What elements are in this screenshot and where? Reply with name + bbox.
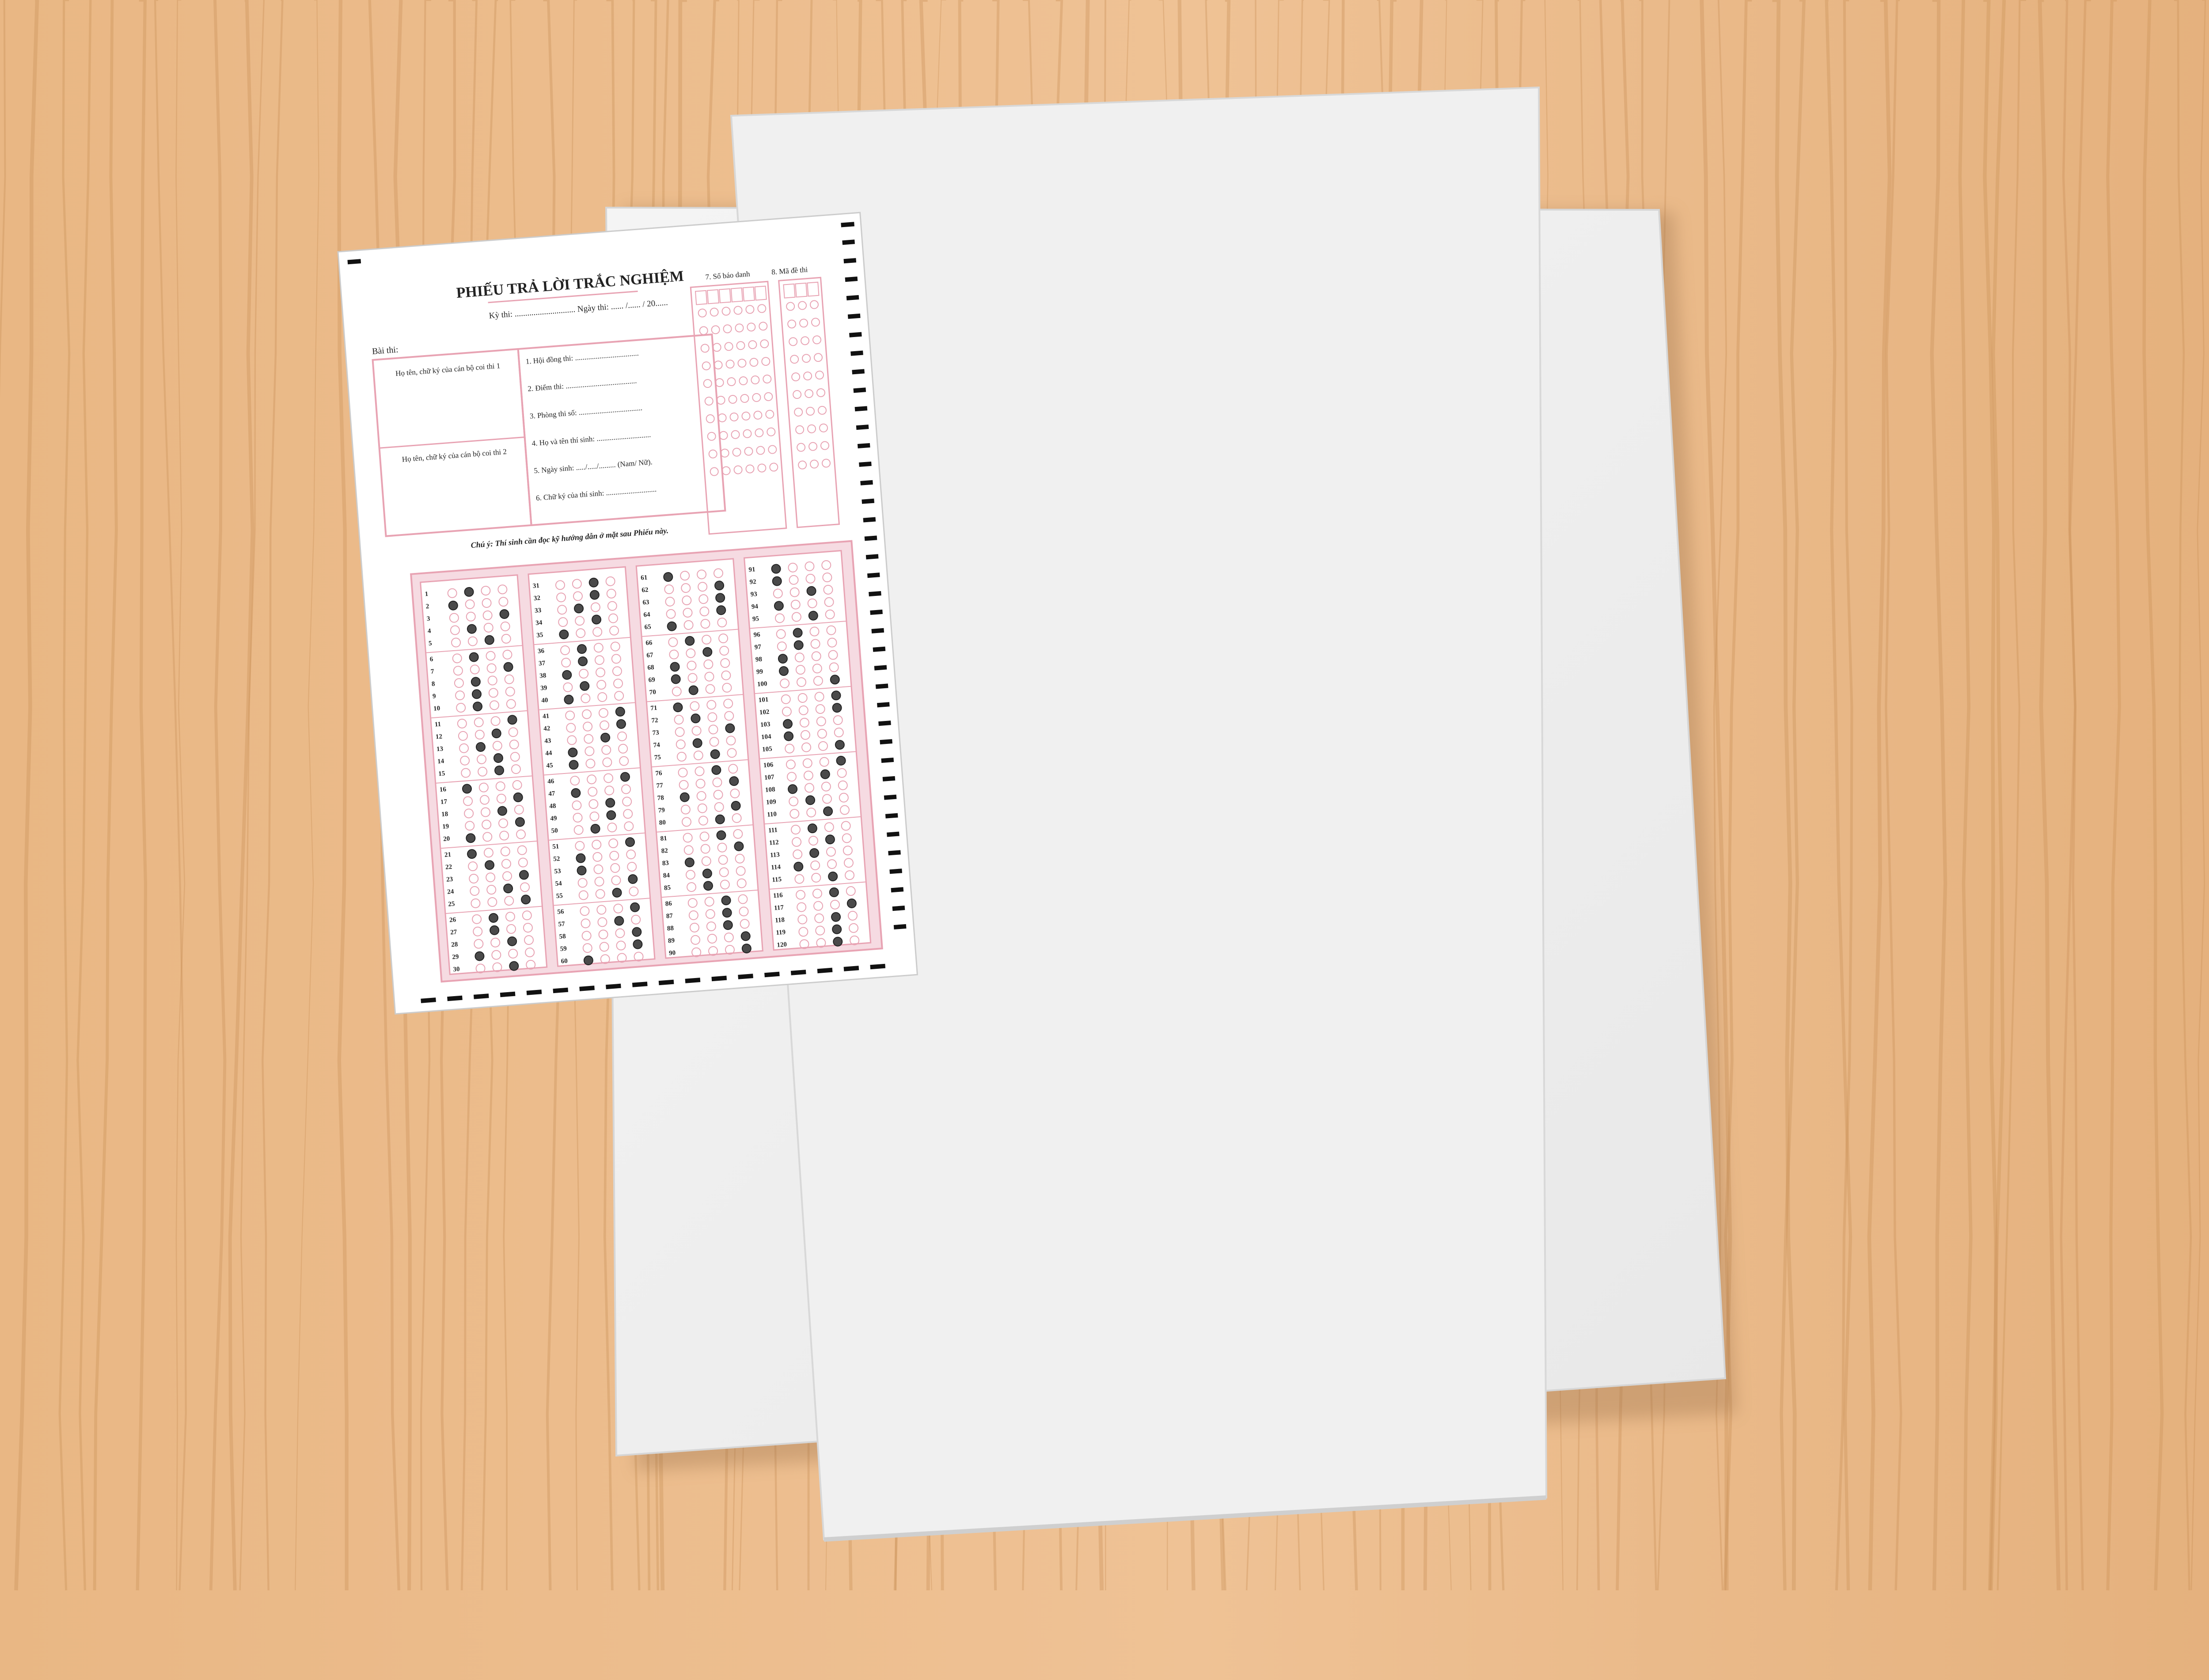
question-number: 87 bbox=[666, 912, 673, 920]
question-number: 119 bbox=[775, 929, 786, 937]
question-number: 83 bbox=[662, 859, 669, 867]
info-field: 3. Phòng thi số: .................................. bbox=[529, 403, 643, 421]
question-number: 46 bbox=[547, 777, 554, 785]
question-number: 76 bbox=[655, 770, 663, 777]
question-number: 7 bbox=[430, 668, 434, 675]
question-number: 40 bbox=[541, 697, 549, 705]
question-number: 95 bbox=[752, 615, 759, 623]
question-number: 118 bbox=[774, 916, 785, 925]
question-number: 35 bbox=[536, 631, 543, 639]
exam-code-label: 8. Mã đề thi bbox=[771, 265, 808, 277]
question-number: 71 bbox=[650, 704, 658, 712]
question-number: 110 bbox=[767, 811, 777, 819]
proctor2-label: Họ tên, chữ ký của cán bộ coi thi 2 bbox=[402, 447, 507, 464]
question-number: 104 bbox=[761, 733, 772, 741]
question-number: 109 bbox=[766, 798, 777, 806]
question-number: 75 bbox=[654, 754, 661, 762]
question-number: 48 bbox=[549, 802, 557, 810]
question-number: 69 bbox=[648, 676, 656, 684]
question-number: 73 bbox=[652, 729, 660, 737]
info-field: 5. Ngày sinh: ...../...../......... (Nam/ Nữ). bbox=[533, 458, 653, 475]
question-number: 91 bbox=[748, 566, 756, 574]
question-number: 63 bbox=[642, 599, 650, 607]
sheet-note: Chú ý: Thí sinh cần đọc kỹ hướng dẫn ở mặt sau Phiếu này. bbox=[470, 526, 669, 550]
question-number: 23 bbox=[446, 876, 453, 884]
question-number: 65 bbox=[644, 623, 652, 631]
question-number: 53 bbox=[554, 868, 562, 876]
info-field: 2. Điểm thi: ...................................... bbox=[527, 376, 637, 393]
question-number: 56 bbox=[557, 908, 565, 916]
question-number: 98 bbox=[755, 656, 763, 664]
question-number: 79 bbox=[658, 807, 665, 815]
info-field: 6. Chữ ký của thí sinh: ........................... bbox=[535, 485, 657, 502]
question-number: 45 bbox=[546, 762, 554, 770]
question-number: 39 bbox=[540, 684, 547, 692]
question-number: 58 bbox=[559, 933, 566, 940]
question-number: 24 bbox=[447, 888, 454, 896]
question-number: 37 bbox=[538, 660, 546, 667]
question-number: 44 bbox=[545, 749, 553, 757]
question-number: 82 bbox=[661, 847, 668, 855]
sheet-title: PHIẾU TRẢ LỜI TRẮC NGHIỆM bbox=[455, 268, 685, 302]
question-number: 85 bbox=[664, 884, 671, 892]
question-number: 28 bbox=[451, 941, 458, 949]
info-fields bbox=[525, 348, 658, 521]
question-number: 4 bbox=[427, 627, 432, 635]
question-number: 13 bbox=[436, 745, 444, 753]
proctor1-label: Họ tên, chữ ký của cán bộ coi thi 1 bbox=[395, 361, 501, 378]
question-number: 5 bbox=[428, 640, 433, 648]
question-number: 59 bbox=[560, 945, 567, 953]
question-number: 67 bbox=[646, 652, 654, 660]
question-number: 54 bbox=[555, 880, 562, 888]
question-number: 57 bbox=[558, 920, 566, 928]
question-number: 113 bbox=[770, 851, 780, 859]
question-number: 19 bbox=[442, 823, 449, 831]
question-number: 108 bbox=[765, 786, 776, 794]
question-number: 33 bbox=[534, 607, 542, 614]
question-number: 70 bbox=[649, 688, 657, 696]
question-number: 6 bbox=[429, 656, 433, 663]
question-number: 81 bbox=[660, 834, 668, 843]
question-number: 17 bbox=[440, 798, 448, 806]
question-number: 50 bbox=[551, 827, 558, 835]
question-number: 86 bbox=[665, 900, 672, 908]
question-number: 47 bbox=[548, 790, 555, 798]
question-number: 21 bbox=[444, 851, 452, 859]
question-number: 18 bbox=[441, 810, 448, 819]
question-number: 115 bbox=[771, 876, 782, 884]
question-number: 26 bbox=[449, 916, 456, 924]
question-number: 84 bbox=[663, 872, 670, 880]
question-number: 93 bbox=[750, 591, 758, 599]
question-number: 103 bbox=[760, 721, 771, 729]
exam-line: Kỳ thi: ............................. Ngày thi: ...... /...... / 20...... bbox=[489, 298, 668, 321]
question-number: 25 bbox=[448, 900, 455, 908]
question-number: 72 bbox=[651, 717, 659, 724]
question-number: 92 bbox=[749, 578, 757, 586]
question-number: 77 bbox=[656, 782, 664, 790]
question-number: 100 bbox=[757, 680, 768, 688]
candidate-number-label: 7. Số báo danh bbox=[705, 269, 751, 281]
subject-label: Bài thi: bbox=[372, 345, 399, 356]
question-number: 29 bbox=[452, 953, 459, 961]
question-number: 102 bbox=[759, 708, 770, 717]
question-number: 41 bbox=[542, 713, 550, 721]
question-number: 114 bbox=[770, 863, 781, 872]
question-number: 90 bbox=[668, 949, 676, 957]
question-number: 74 bbox=[653, 741, 660, 749]
question-number: 80 bbox=[659, 819, 666, 827]
question-number: 12 bbox=[435, 733, 443, 741]
question-number: 43 bbox=[544, 737, 551, 745]
question-number: 51 bbox=[552, 843, 559, 851]
question-number: 8 bbox=[431, 680, 436, 688]
question-number: 89 bbox=[668, 937, 675, 945]
question-number: 116 bbox=[773, 891, 783, 900]
question-number: 64 bbox=[643, 611, 651, 619]
question-number: 31 bbox=[532, 582, 540, 590]
question-number: 30 bbox=[452, 965, 460, 974]
question-number: 97 bbox=[754, 643, 762, 651]
question-number: 3 bbox=[426, 615, 430, 623]
question-number: 111 bbox=[768, 827, 778, 834]
question-number: 99 bbox=[756, 668, 763, 676]
question-number: 62 bbox=[641, 586, 649, 594]
question-number: 112 bbox=[769, 838, 779, 847]
question-number: 2 bbox=[425, 603, 429, 611]
question-number: 52 bbox=[553, 855, 561, 863]
question-number: 105 bbox=[762, 745, 773, 754]
question-number: 27 bbox=[450, 929, 457, 937]
question-number: 107 bbox=[764, 774, 775, 781]
question-number: 94 bbox=[751, 603, 759, 611]
question-number: 38 bbox=[539, 672, 547, 680]
question-number: 34 bbox=[535, 619, 543, 627]
question-number: 96 bbox=[753, 631, 761, 639]
question-number: 55 bbox=[556, 892, 563, 900]
question-number: 61 bbox=[640, 574, 648, 582]
question-number: 117 bbox=[774, 904, 784, 912]
info-field: 1. Hội đồng thi: .................................. bbox=[525, 349, 639, 366]
question-number: 36 bbox=[537, 647, 545, 655]
question-number: 120 bbox=[776, 941, 787, 949]
question-number: 106 bbox=[763, 761, 774, 770]
question-number: 66 bbox=[645, 639, 653, 647]
question-number: 9 bbox=[432, 693, 436, 700]
question-number: 22 bbox=[445, 863, 452, 871]
question-number: 16 bbox=[439, 786, 447, 794]
question-number: 60 bbox=[561, 957, 568, 965]
question-number: 1 bbox=[425, 590, 429, 598]
answer-sheet-text bbox=[338, 212, 917, 1014]
question-number: 42 bbox=[543, 725, 550, 733]
question-number: 101 bbox=[758, 696, 769, 704]
question-number: 15 bbox=[438, 770, 445, 778]
question-number: 10 bbox=[433, 705, 440, 713]
question-number: 20 bbox=[443, 835, 450, 843]
question-number: 14 bbox=[437, 758, 444, 766]
question-number: 49 bbox=[550, 815, 558, 823]
question-number: 68 bbox=[647, 664, 655, 672]
info-field: 4. Họ và tên thí sinh: ............................. bbox=[531, 430, 651, 448]
question-number: 88 bbox=[667, 925, 674, 933]
question-number: 11 bbox=[434, 721, 441, 728]
question-number: 32 bbox=[533, 594, 541, 602]
question-number: 78 bbox=[657, 794, 664, 802]
